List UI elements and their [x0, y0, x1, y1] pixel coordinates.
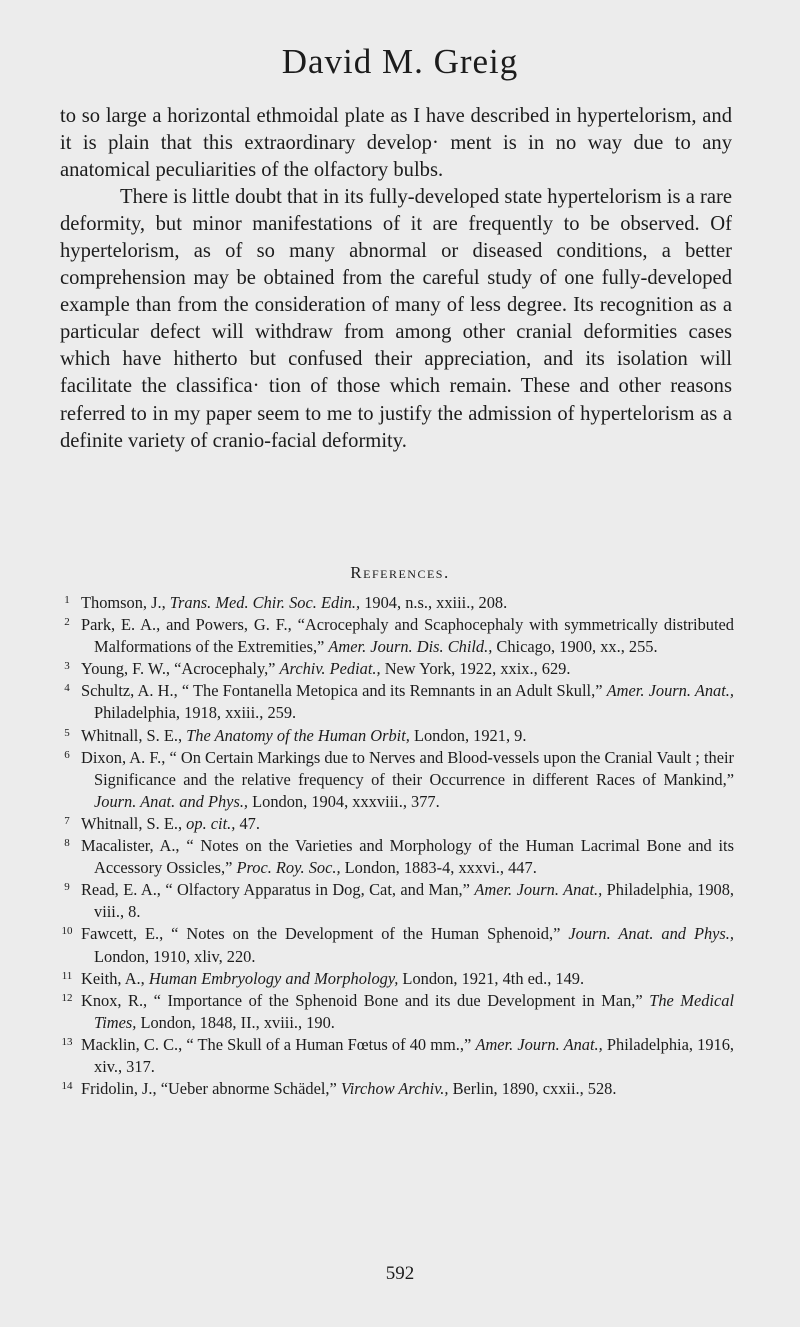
reference-text: 1904, n.s., xxiii., 208. — [360, 593, 508, 612]
reference-text: Keith, A., — [81, 968, 149, 988]
reference-text: London, 1883-4, xxxvi., 447. — [340, 858, 537, 878]
reference-item — [60, 680, 734, 724]
reference-number: 4 — [64, 682, 70, 695]
reference-text: Berlin, 1890, cxxii., 528. — [448, 1079, 617, 1099]
reference-title: Virchow Archiv., — [340, 1079, 449, 1099]
reference-item — [60, 1078, 734, 1100]
reference-title: Archiv. Pediat., — [279, 659, 381, 679]
reference-title: Amer. Journ. Dis. Child., — [328, 637, 493, 657]
reference-text: Macalister, A., “ Notes on the Varieties and Morphology of the Human Lacrimal Bone and its Accessory Ossicles,” — [81, 836, 734, 878]
reference-number: 11 — [61, 969, 73, 982]
reference-text: London, 1921, 4th ed., 149. — [398, 968, 585, 988]
reference-text: Fridolin, J., “Ueber abnorme Schädel,” — [81, 1079, 341, 1099]
reference-title: Journ. Anat. and Phys., — [568, 924, 734, 944]
reference-title: Proc. Roy. Soc., — [236, 858, 341, 878]
reference-item — [60, 614, 734, 658]
reference-item — [60, 968, 734, 990]
reference-item — [60, 725, 734, 747]
reference-text: London, 1921, 9. — [409, 725, 527, 745]
reference-title: The Medical Times, — [94, 990, 735, 1032]
reference-text: Philadelphia, 1916, xiv., 317. — [94, 1034, 735, 1076]
reference-item — [60, 658, 734, 680]
reference-text: London, 1910, xliv, 220. — [94, 946, 256, 966]
reference-title: Amer. Journ. Anat., — [606, 681, 734, 701]
reference-number: 1 — [64, 594, 70, 606]
reference-text: Philadelphia, 1908, viii., 8. — [94, 880, 735, 922]
reference-number: 10 — [61, 925, 73, 938]
reference-text: New York, 1922, xxix., 629. — [380, 659, 571, 679]
reference-number: 8 — [64, 837, 70, 850]
reference-text: 47. — [235, 813, 260, 833]
reference-item — [60, 879, 734, 923]
reference-text: Thomson, J., — [81, 593, 170, 612]
reference-title: Trans. Med. Chir. Soc. Edin., — [169, 593, 361, 612]
reference-text: London, 1848, II., xviii., 190. — [136, 1012, 335, 1032]
reference-number: 12 — [61, 991, 73, 1004]
reference-text: Young, F. W., “Acrocephaly,” — [81, 659, 280, 679]
body-text — [60, 103, 732, 455]
reference-item — [60, 1034, 734, 1078]
paragraph: to so large a horizontal ethmoidal plate as I have described in hypertelorism, and it is plain that this extraordinary develop· ment is in no way due to any anatomical peculiarities of the olfactory bulbs. — [60, 105, 732, 182]
reference-item — [60, 923, 734, 967]
reference-number: 14 — [61, 1080, 73, 1093]
reference-text: Whitnall, S. E., — [81, 725, 187, 745]
reference-text: Read, E. A., “ Olfactory Apparatus in Dog, Cat, and Man,” — [81, 880, 475, 900]
reference-number: 3 — [64, 660, 70, 673]
running-head: David M. Greig — [281, 42, 519, 81]
reference-title: Amer. Journ. Anat., — [475, 1034, 603, 1054]
page-number: 592 — [385, 1263, 415, 1284]
references-heading: References. — [350, 563, 450, 582]
reference-number: 2 — [64, 616, 70, 629]
reference-number: 13 — [61, 1035, 73, 1048]
reference-number: 9 — [64, 881, 70, 894]
reference-text: London, 1904, xxxviii., 377. — [248, 791, 440, 811]
reference-text: Philadelphia, 1918, xxiii., 259. — [94, 703, 297, 723]
reference-item — [60, 835, 734, 879]
reference-item — [60, 990, 734, 1034]
reference-title: Journ. Anat. and Phys., — [94, 791, 249, 811]
paragraph: There is little doubt that in its fully-developed state hypertelorism is a rare deformity, but minor manifestations of it are frequently to be observed. Of hypertelorism, as of so many abnormal or diseased conditions, a better comprehension may be obtained from the careful study of one fully-developed example than from the consideration of many of less degree. Its recognition as a particular defect will withdraw from among other cranial deformities cases which have hitherto but confused their appreciation, and its isolation will facilitate the classifica· tion of those which remain. These and other reasons referred to in my paper seem to me to justify the admission of hypertelorism as a definite variety of cranio-facial deformity. — [60, 186, 732, 452]
reference-text: Macklin, C. C., “ The Skull of a Human Fœtus of 40 mm.,” — [81, 1034, 476, 1054]
reference-title: Amer. Journ. Anat., — [474, 880, 603, 900]
reference-number: 6 — [64, 748, 70, 761]
reference-list — [60, 592, 734, 1100]
reference-text: Dixon, A. F., “ On Certain Markings due to Nerves and Blood-vessels upon the Cranial Vault ; their Significance and the relative frequency of their Occurrence in different Races of Mankind,” — [81, 747, 734, 789]
reference-item — [60, 813, 734, 835]
reference-text: Chicago, 1900, xx., 255. — [492, 637, 658, 657]
reference-text: Schultz, A. H., “ The Fontanella Metopica and its Remnants in an Adult Skull,” — [81, 681, 607, 701]
reference-title: op. cit., — [186, 813, 236, 833]
reference-item — [60, 592, 734, 614]
reference-text: Park, E. A., and Powers, G. F., “Acrocephaly and Scaphocephaly with symmetrically distributed Malformations of the Extremities,” — [81, 615, 734, 657]
reference-item — [60, 747, 734, 813]
reference-text: Knox, R., “ Importance of the Sphenoid Bone and its due Development in Man,” — [81, 990, 650, 1010]
reference-title: The Anatomy of the Human Orbit, — [186, 725, 410, 745]
reference-number: 7 — [64, 814, 70, 827]
reference-text: Whitnall, S. E., — [81, 813, 187, 833]
reference-title: Human Embryology and Morphology, — [148, 968, 399, 988]
reference-text: Fawcett, E., “ Notes on the Development of the Human Sphenoid,” — [81, 924, 569, 944]
reference-number: 5 — [64, 726, 70, 739]
